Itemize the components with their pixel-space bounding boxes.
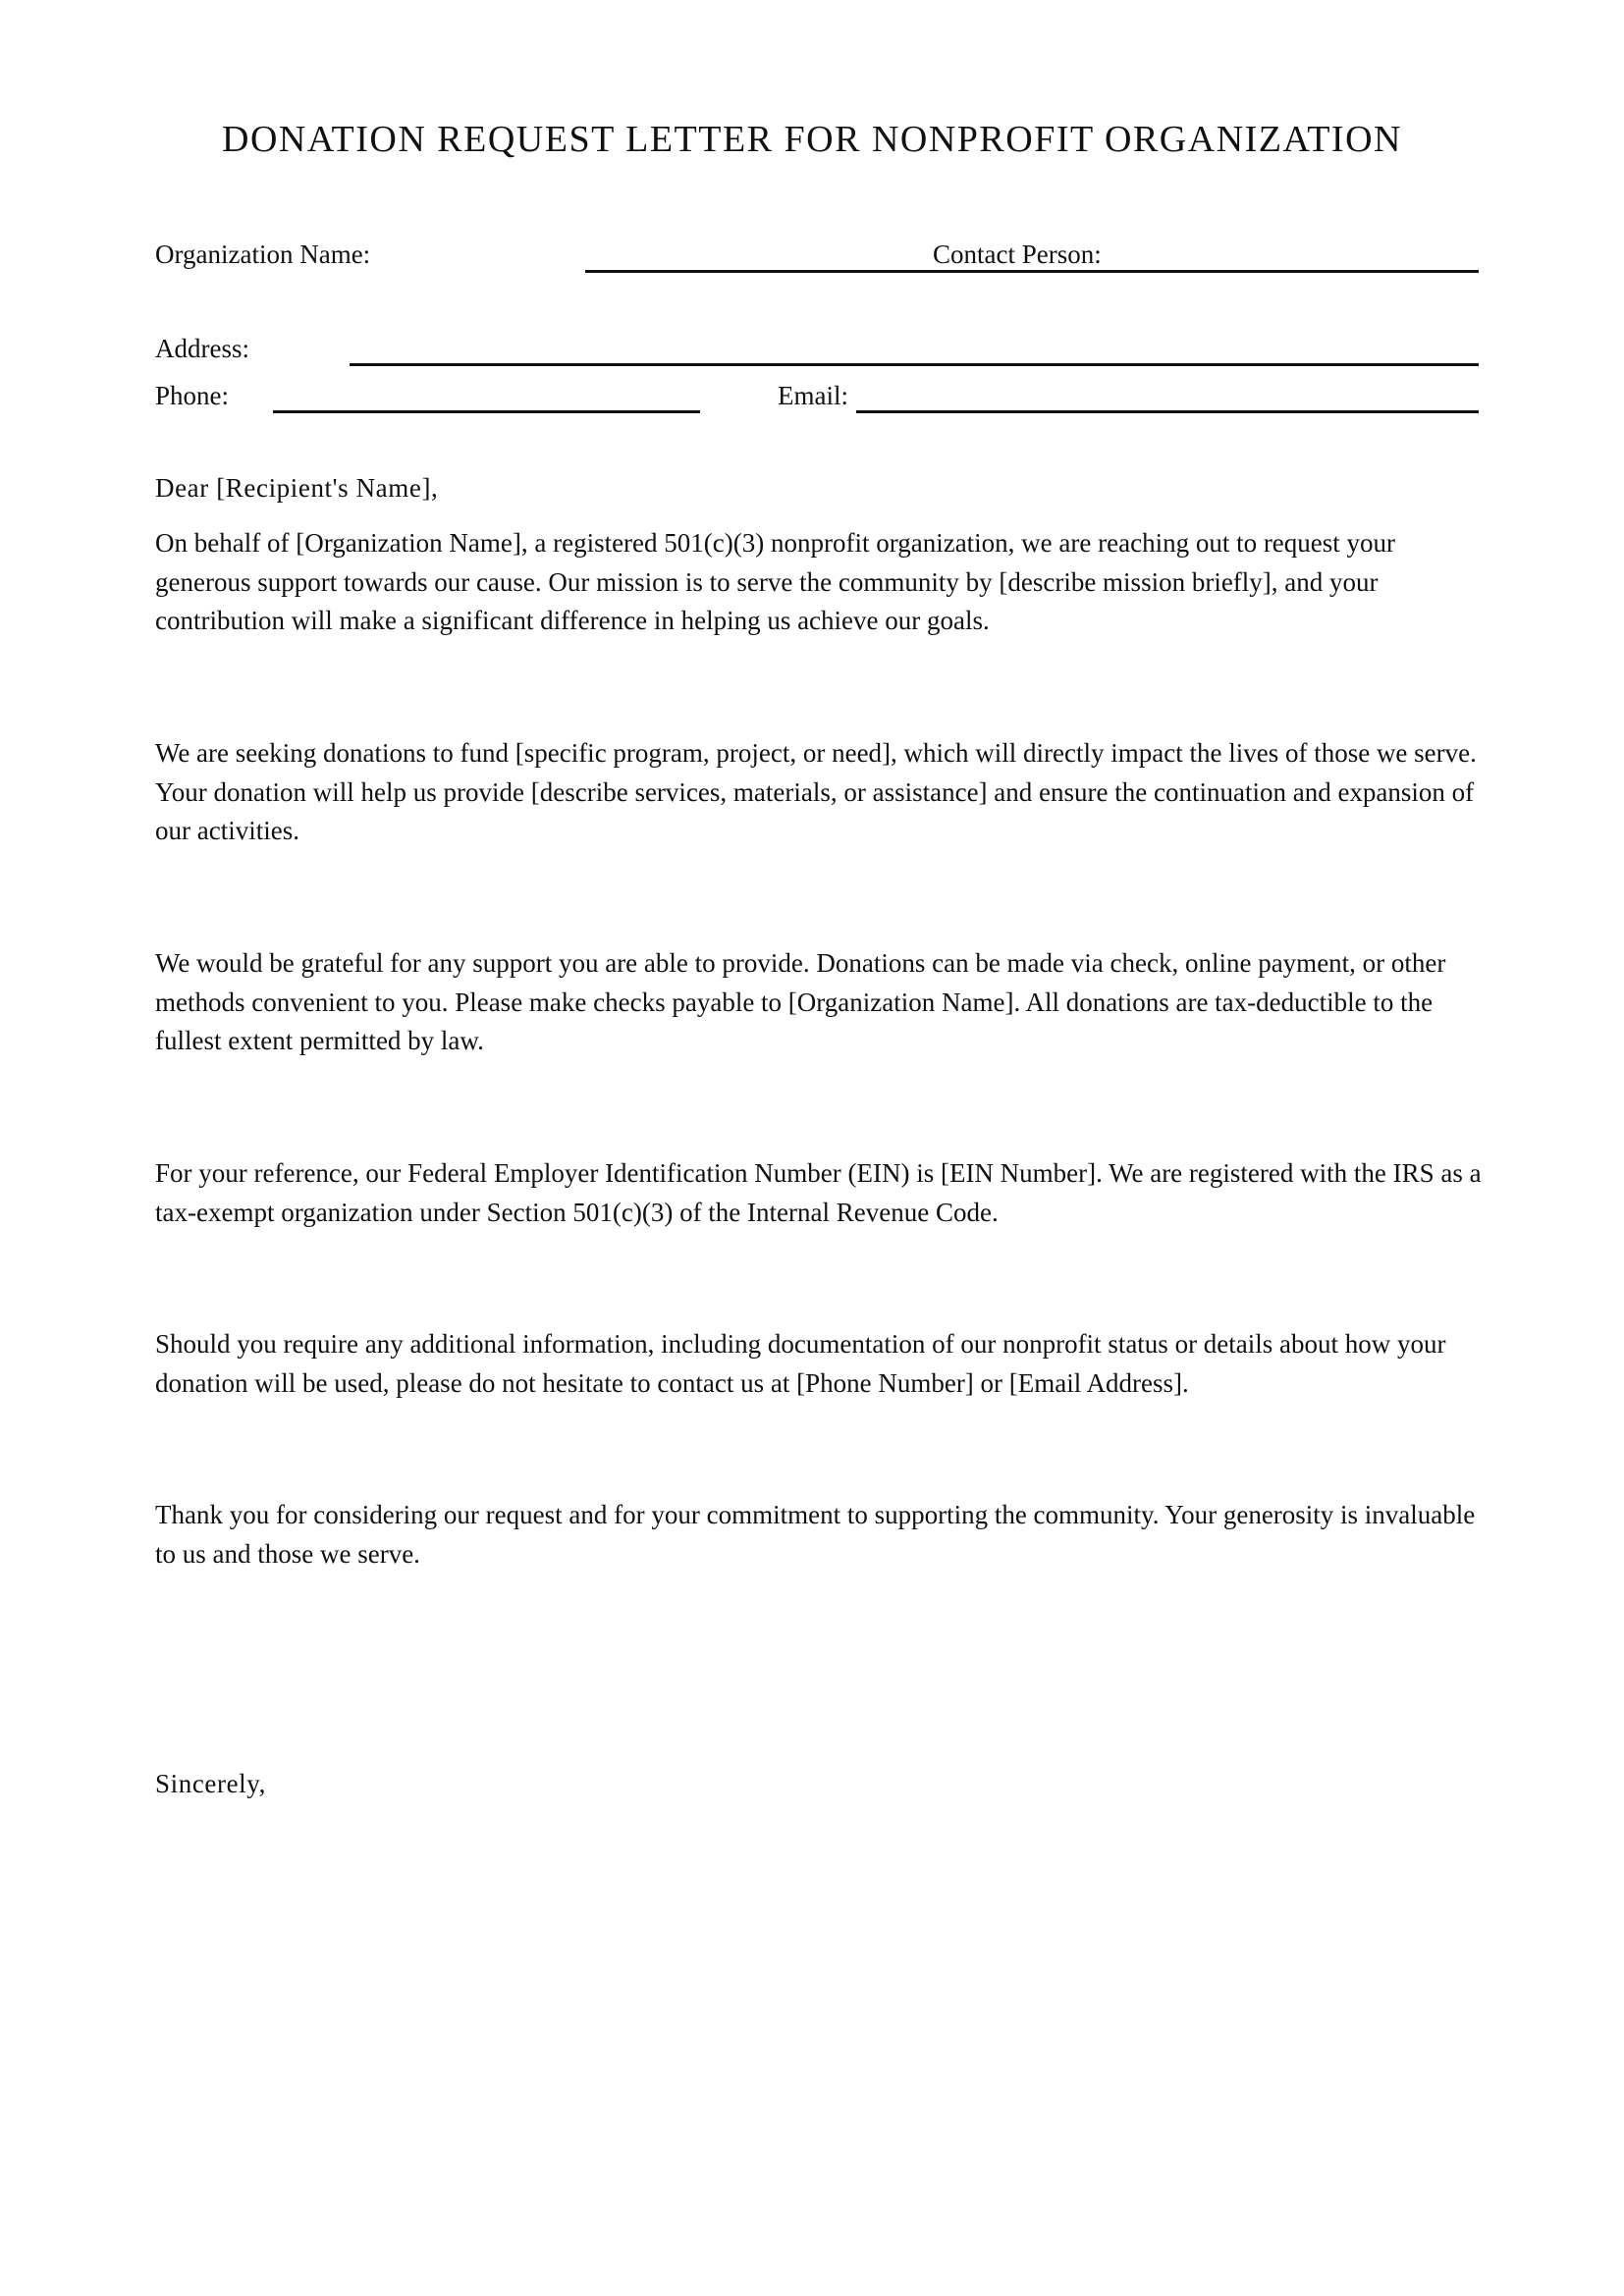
address-label: Address: <box>155 334 249 363</box>
email-field-line[interactable] <box>856 410 1479 413</box>
contact-person-label: Contact Person: <box>933 240 1102 269</box>
phone-field-line[interactable] <box>273 410 700 413</box>
paragraph-payment: We would be grateful for any support you are able to provide. Donations can be made via check, online payment, or other methods convenient to you. Please make checks payable to [Organization Name]. All donations are tax-deductible to the fullest extent permitted by law. <box>155 948 1446 1055</box>
organization-name-label: Organization Name: <box>155 240 371 269</box>
paragraph-program: We are seeking donations to fund [specific program, project, or need], which will directly impact the lives of those we serve. Your donation will help us provide [describe services, materials, or assistance] and ensure the continuation and expansion of our activities. <box>155 738 1477 845</box>
address-field-line[interactable] <box>350 363 1479 366</box>
document-title: DONATION REQUEST LETTER FOR NONPROFIT ORGANIZATION <box>222 119 1402 160</box>
paragraph-ein: For your reference, our Federal Employer Identification Number (EIN) is [EIN Number]. We are registered with the IRS as a tax-exempt organization under Section 501(c)(3) of the Internal Revenue Code. <box>155 1158 1482 1227</box>
closing: Sincerely, <box>155 1769 266 1798</box>
email-label: Email: <box>778 381 848 410</box>
paragraph-thanks: Thank you for considering our request and for your commitment to supporting the community. Your generosity is invaluable to us and those we serve. <box>155 1500 1476 1569</box>
paragraph-mission: On behalf of [Organization Name], a registered 501(c)(3) nonprofit organization, we are reaching out to request your generous support towards our cause. Our mission is to serve the community by [describe mission briefly], and your contribution will make a significant difference in helping us achieve our goals. <box>155 528 1396 635</box>
paragraph-contact: Should you require any additional information, including documentation of our nonprofit status or details about how your donation will be used, please do not hesitate to contact us at [Phone Number] or [Email Address]. <box>155 1329 1446 1398</box>
salutation: Dear [Recipient's Name], <box>155 473 439 503</box>
phone-label: Phone: <box>155 381 230 410</box>
